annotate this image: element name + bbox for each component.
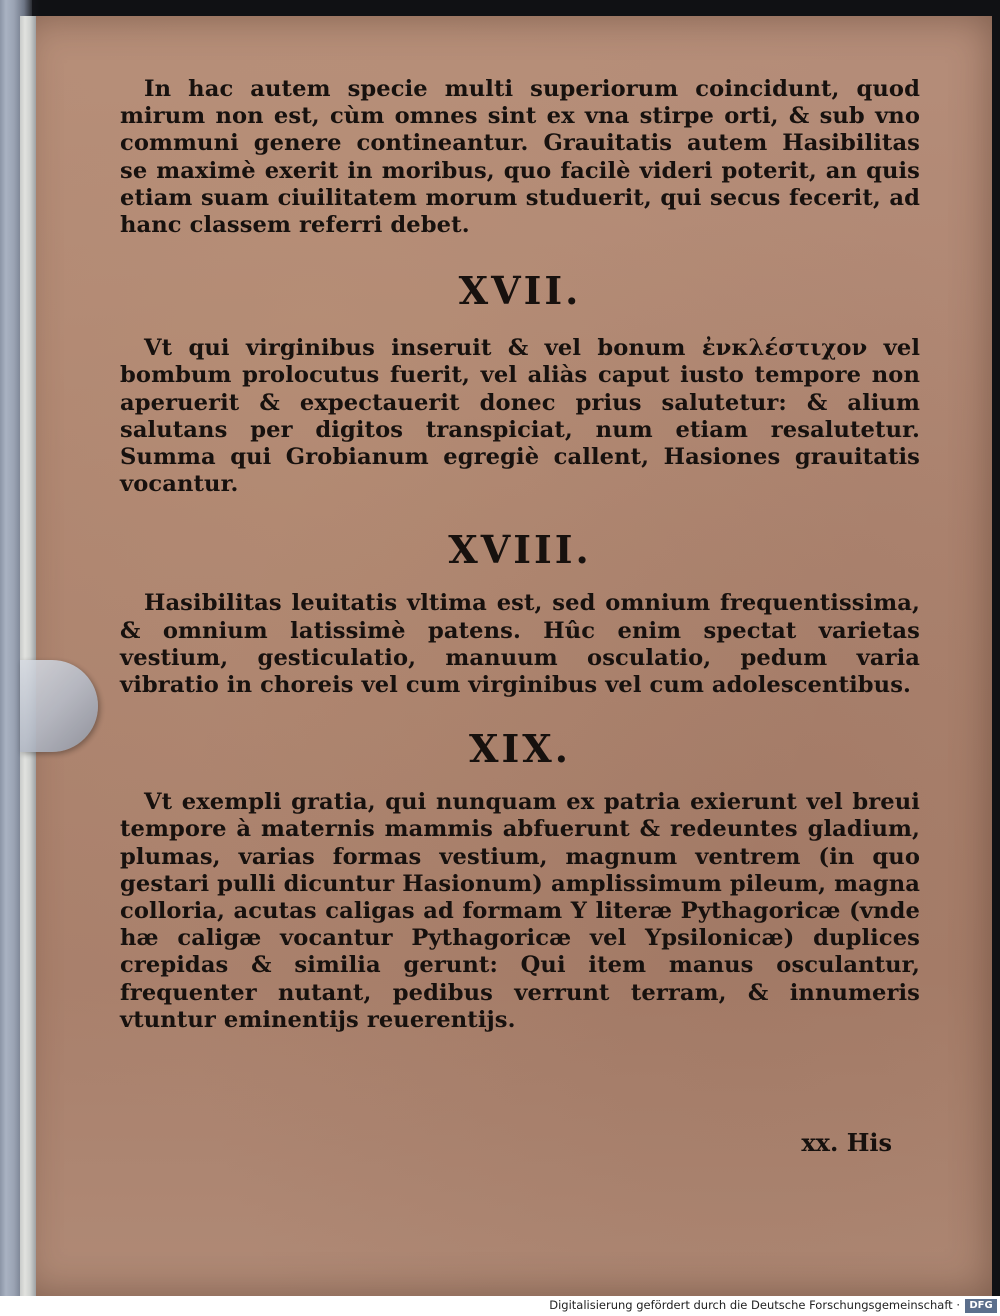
section-heading-xviii: XVIII. (448, 527, 592, 573)
section-heading-xix: XIX. (469, 726, 571, 772)
footer-credit: Digitalisierung gefördert durch die Deutsche Forschungsgemeinschaft · (549, 1298, 960, 1312)
section-heading-xvii: XVII. (458, 268, 582, 314)
paragraph-2: Vt qui virginibus inseruit & vel bonum ἐνκλέστιχον vel bombum prolocutus fuerit, vel aliàs caput iusto tempore non aperuerit & expectauerit donec prius salutetur: & alium salutans per digitos transpiciat, num etiam resalutetur. Summa qui Grobianum egregiè callent, Hasiones grauitatis vocantur. (120, 335, 920, 498)
page-text (120, 68, 920, 1034)
clip-tab (20, 660, 98, 752)
book-page (20, 16, 992, 1296)
paragraph-3: Hasibilitas leuitatis vltima est, sed omnium frequentissima, & omnium latissimè patens. Hûc enim spectat varietas vestium, gesticulatio, manuum osculatio, pedum varia vibratio in choreis vel cum virginibus vel cum adolescentibus. (120, 590, 920, 699)
dfg-logo-icon: DFG (965, 1299, 997, 1313)
digitization-footer (0, 1296, 1000, 1316)
catchword: xx. His (801, 1128, 892, 1157)
paragraph-1: In hac autem specie multi superiorum coincidunt, quod mirum non est, cùm omnes sint ex vna stirpe orti, & sub vno communi genere contineantur. Grauitatis autem Hasibilitas se maximè exerit in moribus, quo facilè videri poterit, an quis etiam suam ciuilitatem morum studuerit, qui secus fecerit, ad hanc classem referri debet. (120, 76, 920, 239)
paragraph-4: Vt exempli gratia, qui nunquam ex patria exierunt vel breui tempore à maternis mammis abfuerunt & redeuntes gladium, plumas, varias formas vestium, magnum ventrem (in quo gestari pulli dicuntur Hasionum) amplissimum pileum, magna colloria, acutas caligas ad formam Y literæ Pythagoricæ (vnde hæ caligæ vocantur Pythagoricæ vel Ypsilonicæ) duplices crepidas & similia gerunt: Qui item manus osculantur, frequenter nutant, pedibus verrunt terram, & innumeris vtuntur eminentijs reuerentijs. (120, 789, 920, 1033)
page-edge-strip (20, 16, 36, 1296)
